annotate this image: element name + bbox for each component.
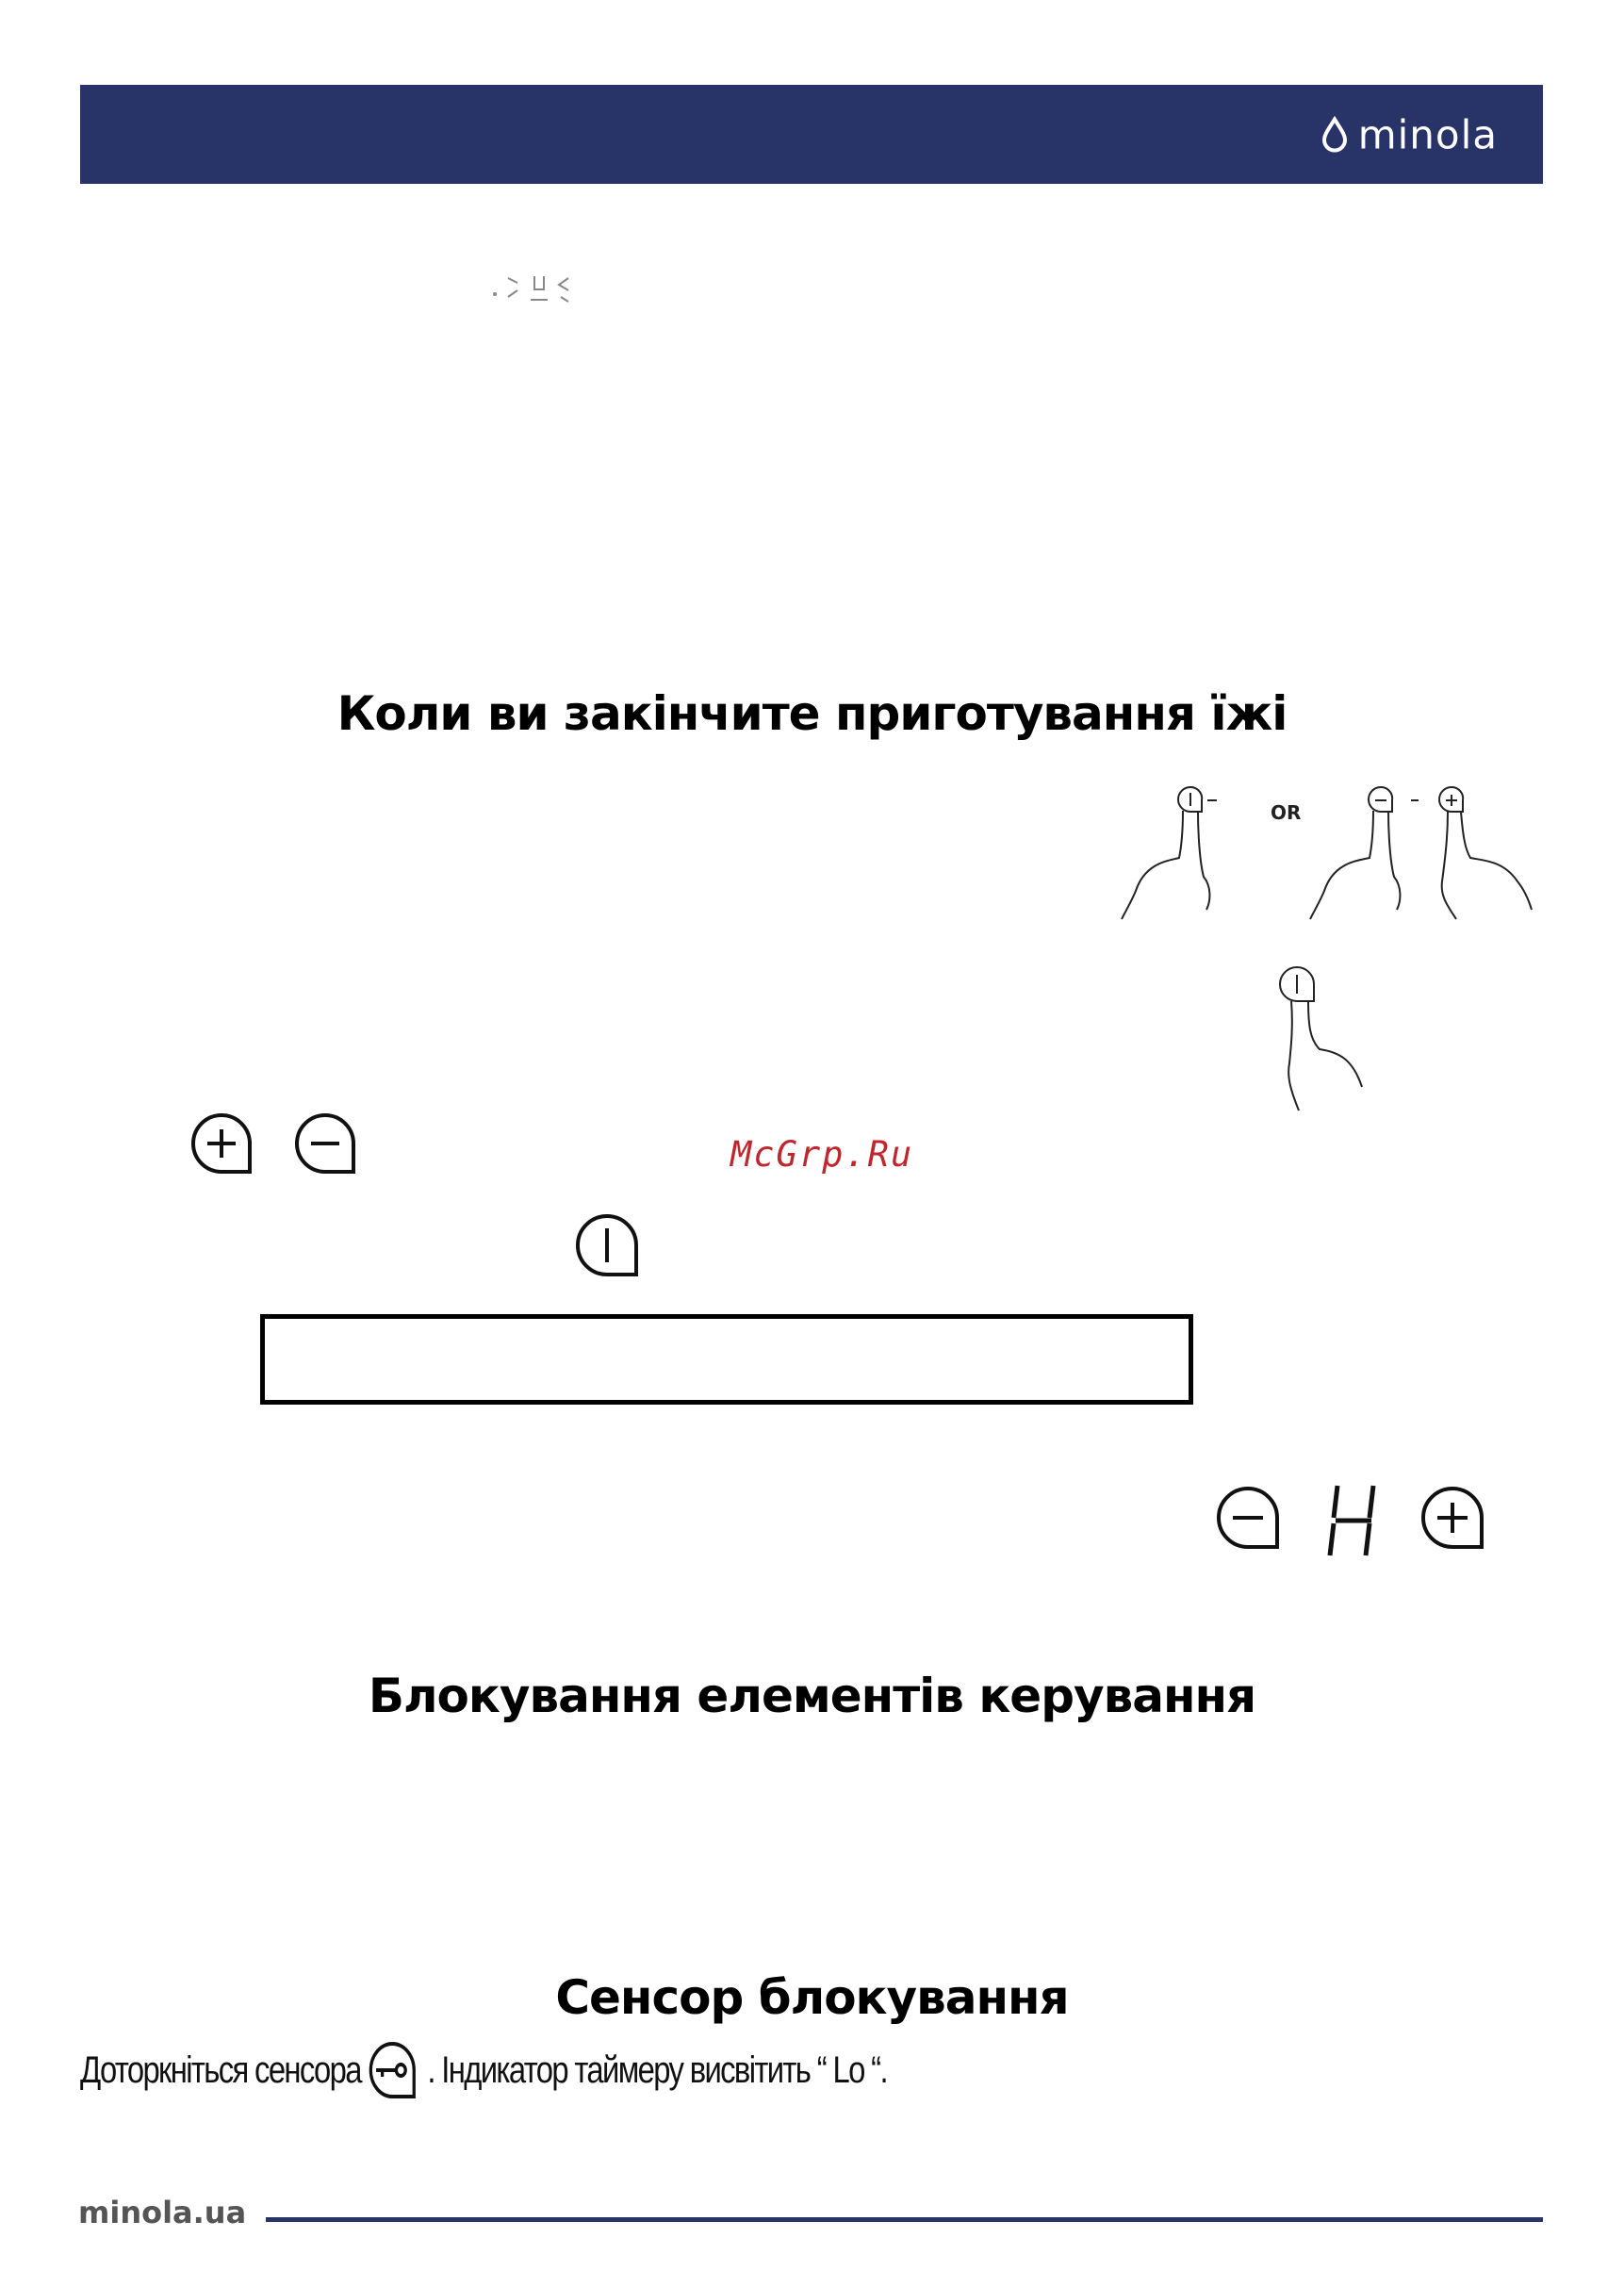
minus-icon (292, 1111, 358, 1176)
or-label: OR (1271, 801, 1302, 824)
brand-logo (1321, 111, 1498, 157)
footer-divider (266, 2217, 1543, 2222)
finger-press-icon (1305, 778, 1437, 929)
footer-url[interactable]: minola.ua (78, 2195, 247, 2230)
plus-icon (1419, 1484, 1486, 1552)
finger-press-icon (1263, 960, 1386, 1120)
section-title-finish-cooking: Коли ви закінчите приготування їжі (336, 686, 1288, 741)
lock-instruction-after: . Індикатор таймеру висвітить “ Lo “. (427, 2048, 887, 2091)
plus-icon (189, 1111, 254, 1176)
h-digit-icon (1324, 1482, 1381, 1561)
finger-press-icon (1423, 778, 1546, 929)
lock-instruction (80, 2041, 887, 2099)
section-title-lock-sensor: Сенсор блокування (555, 1970, 1069, 2025)
lock-instruction-before: Доторкніться сенсора (80, 2048, 361, 2091)
finger-press-icon (1117, 778, 1230, 929)
section-title-lock-controls: Блокування елементів керування (368, 1669, 1256, 1723)
drop-icon (1321, 117, 1349, 153)
brand-name: minola (1357, 111, 1498, 157)
empty-info-box (260, 1314, 1193, 1405)
blinking-digit-icon (485, 273, 580, 311)
watermark: McGrp.Ru (730, 1134, 914, 1175)
power-icon (573, 1211, 641, 1279)
key-icon (369, 2041, 419, 2099)
header-bar (80, 85, 1543, 184)
minus-icon (1214, 1484, 1282, 1552)
